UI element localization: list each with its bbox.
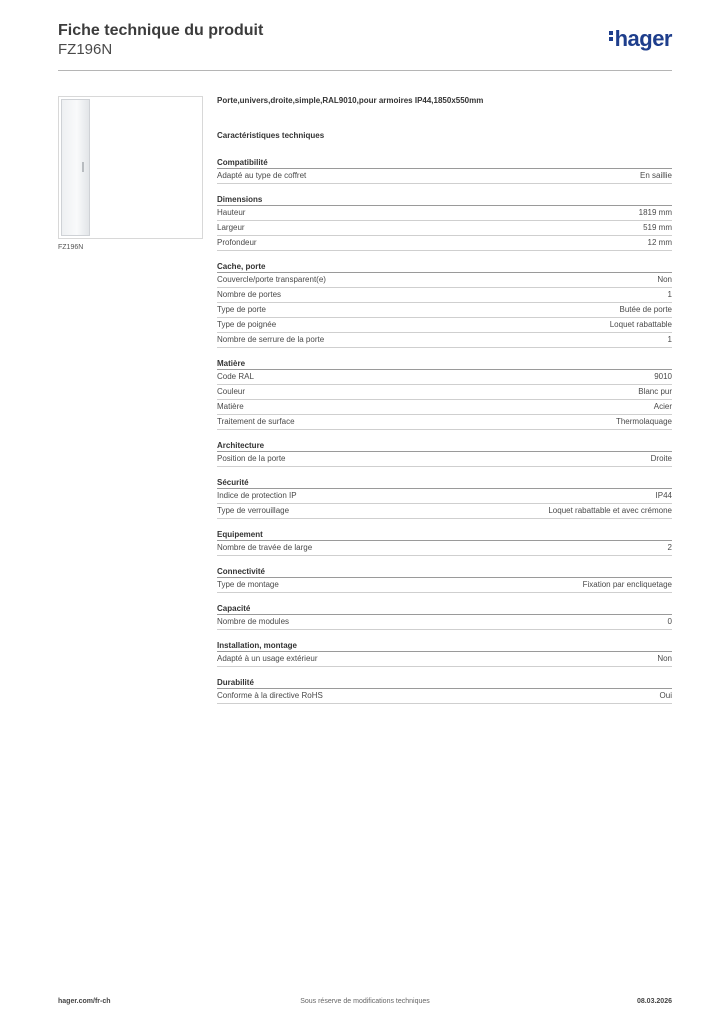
section-title: Dimensions (217, 194, 672, 206)
spec-label: Traitement de surface (217, 417, 295, 426)
spec-section (217, 157, 672, 184)
spec-row (217, 385, 672, 400)
spec-value: IP44 (655, 491, 672, 500)
spec-label: Adapté au type de coffret (217, 171, 307, 180)
spec-label: Couleur (217, 387, 246, 396)
spec-value: Loquet rabattable et avec crémone (548, 506, 672, 515)
spec-label: Type de poignée (217, 320, 277, 329)
spec-label: Nombre de portes (217, 290, 282, 299)
spec-label: Nombre de serrure de la porte (217, 335, 325, 344)
spec-label: Profondeur (217, 238, 257, 247)
spec-label: Type de verrouillage (217, 506, 290, 515)
spec-row (217, 504, 672, 519)
section-title: Durabilité (217, 677, 672, 689)
spec-section (217, 440, 672, 467)
spec-value: Loquet rabattable (609, 320, 672, 329)
spec-value: Butée de porte (619, 305, 672, 314)
spec-section (217, 358, 672, 430)
spec-value: Non (657, 275, 672, 284)
spec-value: Fixation par encliquetage (582, 580, 672, 589)
spec-label: Conforme à la directive RoHS (217, 691, 323, 700)
spec-label: Matière (217, 402, 244, 411)
spec-row (217, 236, 672, 251)
spec-row (217, 169, 672, 184)
spec-value: 1 (667, 335, 672, 344)
spec-value: 9010 (654, 372, 672, 381)
spec-section (217, 677, 672, 704)
spec-row (217, 415, 672, 430)
product-code: FZ196N (58, 41, 113, 58)
spec-value: 0 (667, 617, 672, 626)
spec-row (217, 318, 672, 333)
section-title: Sécurité (217, 477, 672, 489)
spec-value: 12 mm (647, 238, 672, 247)
spec-section (217, 603, 672, 630)
spec-row (217, 652, 672, 667)
spec-value: Non (657, 654, 672, 663)
spec-row (217, 578, 672, 593)
section-title: Installation, montage (217, 640, 672, 652)
logo-text: hager (614, 26, 672, 51)
spec-label: Adapté à un usage extérieur (217, 654, 318, 663)
spec-row (217, 400, 672, 415)
page-header (58, 22, 672, 71)
product-image (58, 96, 203, 239)
spec-label: Nombre de modules (217, 617, 290, 626)
footer-disclaimer: Sous réserve de modifications techniques (300, 998, 430, 1005)
spec-row (217, 489, 672, 504)
spec-value: En saillie (639, 171, 672, 180)
image-caption: FZ196N (58, 244, 84, 251)
spec-section (217, 566, 672, 593)
section-title: Cache, porte (217, 261, 672, 273)
spec-label: Nombre de travée de large (217, 543, 313, 552)
spec-row (217, 541, 672, 556)
spec-label: Couvercle/porte transparent(e) (217, 275, 326, 284)
door-handle-icon (82, 162, 84, 172)
spec-value: Oui (659, 691, 672, 700)
spec-value: Droite (650, 454, 672, 463)
spec-label: Type de montage (217, 580, 279, 589)
spec-row (217, 615, 672, 630)
spec-value: 1819 mm (638, 208, 672, 217)
spec-section (217, 529, 672, 556)
spec-row (217, 370, 672, 385)
product-description: Porte,univers,droite,simple,RAL9010,pour armoires IP44,1850x550mm (217, 96, 484, 105)
spec-row (217, 333, 672, 348)
section-title: Equipement (217, 529, 672, 541)
section-title: Connectivité (217, 566, 672, 578)
page-title: Fiche technique du produit (58, 22, 264, 39)
spec-value: Blanc pur (638, 387, 672, 396)
spec-label: Largeur (217, 223, 245, 232)
spec-label: Hauteur (217, 208, 246, 217)
spec-value: Acier (653, 402, 672, 411)
spec-value: 2 (667, 543, 672, 552)
door-illustration (61, 99, 90, 236)
spec-label: Type de porte (217, 305, 266, 314)
spec-row (217, 303, 672, 318)
product-content (217, 96, 672, 714)
spec-value: 1 (667, 290, 672, 299)
spec-value: Thermolaquage (615, 417, 672, 426)
spec-section (217, 477, 672, 519)
spec-row (217, 288, 672, 303)
spec-section (217, 261, 672, 348)
spec-label: Position de la porte (217, 454, 286, 463)
section-title: Matière (217, 358, 672, 370)
footer-date: 08.03.2026 (636, 998, 672, 1005)
spec-row (217, 273, 672, 288)
section-title: Architecture (217, 440, 672, 452)
logo-dots-icon (609, 29, 613, 43)
spec-value: 519 mm (643, 223, 672, 232)
spec-section (217, 640, 672, 667)
spec-section (217, 194, 672, 251)
footer-website: hager.com/fr-ch (58, 998, 111, 1005)
spec-row (217, 452, 672, 467)
spec-row (217, 689, 672, 704)
spec-label: Indice de protection IP (217, 491, 297, 500)
hager-logo (609, 26, 672, 52)
section-title: Capacité (217, 603, 672, 615)
spec-label: Code RAL (217, 372, 254, 381)
specs-heading: Caractéristiques techniques (217, 131, 325, 140)
spec-row (217, 221, 672, 236)
section-title: Compatibilité (217, 157, 672, 169)
spec-sections (217, 157, 672, 704)
spec-row (217, 206, 672, 221)
